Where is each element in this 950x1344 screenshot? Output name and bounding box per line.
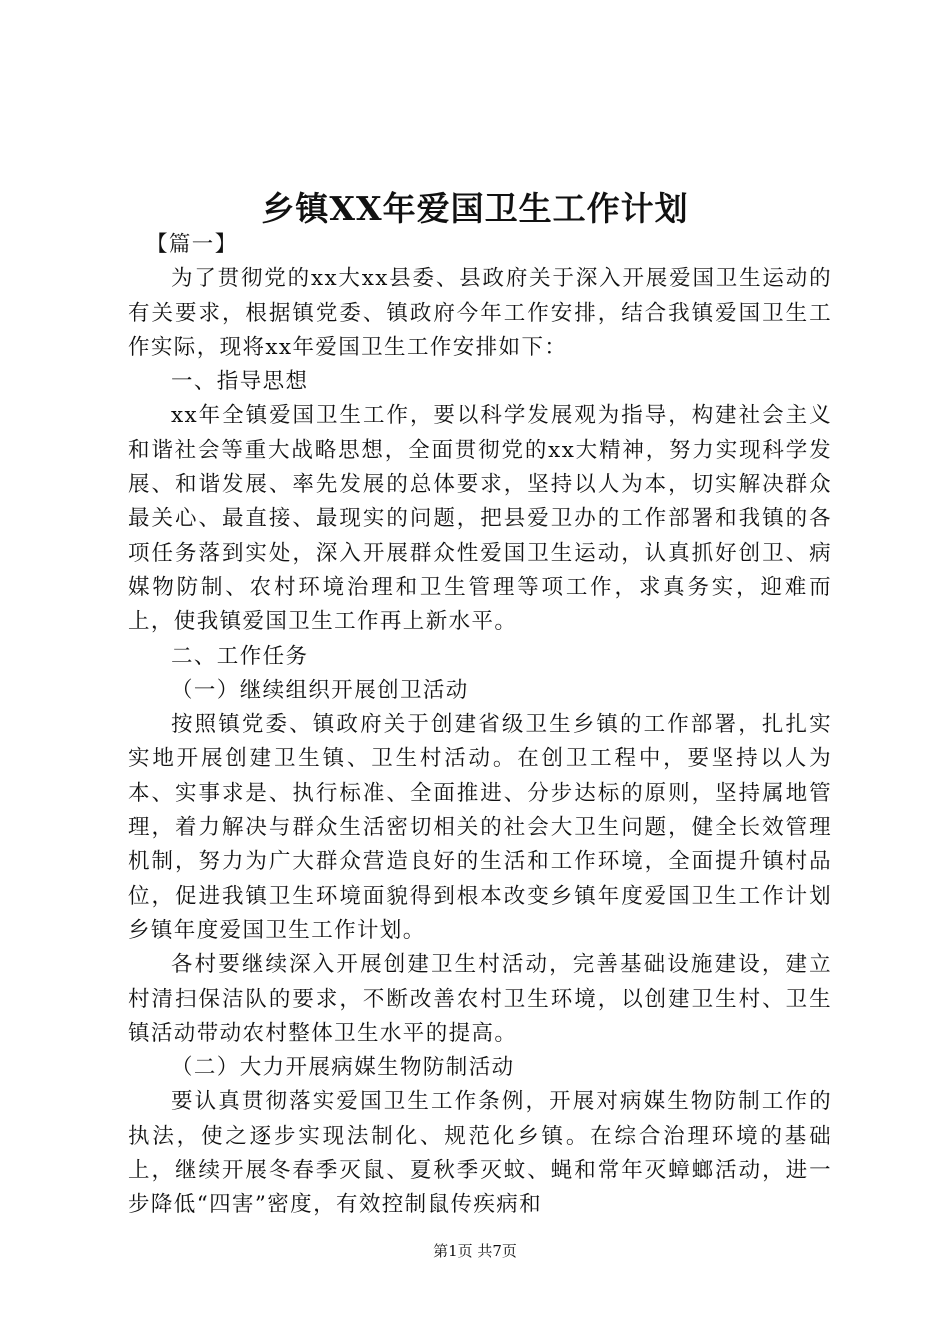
task-two-paragraph: 要认真贯彻落实爱国卫生工作条例，开展对病媒生物防制工作的执法，使之逐步实现法制化、规范化乡镇。在综合治理环境的基础上，继续开展冬春季灭鼠、夏秋季灭蚊、蝇和常年灭蟑螂活动，进一步降低“四害”密度，有效控制鼠传疾病和 <box>128 1089 832 1218</box>
page-footer: 第1页 共7页 <box>433 1242 517 1260</box>
document-body <box>128 228 832 1223</box>
heading-guiding-ideology: 一、指导思想 <box>171 369 309 395</box>
guiding-ideology-paragraph: xx年全镇爱国卫生工作，要以科学发展观为指导，构建社会主义和谐社会等重大战略思想，全面贯彻党的xx大精神，努力实现科学发展、和谐发展、率先发展的总体要求，坚持以人为本，切实解决群众最关心、最直接、最现实的问题，把县爱卫办的工作部署和我镇的各项任务落到实处，深入开展群众性爱国卫生运动，认真抓好创卫、病媒物防制、农村环境治理和卫生管理等项工作，求真务实，迎难而上，使我镇爱国卫生工作再上新水平。 <box>128 403 832 635</box>
section-label: 【篇一】 <box>146 232 238 257</box>
subheading-task-two: （二）大力开展病媒生物防制活动 <box>171 1055 515 1081</box>
intro-paragraph: 为了贯彻党的xx大xx县委、县政府关于深入开展爱国卫生运动的有关要求，根据镇党委、镇政府今年工作安排，结合我镇爱国卫生工作实际，现将xx年爱国卫生工作安排如下： <box>128 266 832 360</box>
heading-work-tasks: 二、工作任务 <box>171 643 309 669</box>
task-one-paragraph: 按照镇党委、镇政府关于创建省级卫生乡镇的工作部署，扎扎实实地开展创建卫生镇、卫生村活动。在创卫工程中，要坚持以人为本、实事求是、执行标准、全面推进、分步达标的原则，坚持属地管理，着力解决与群众生活密切相关的社会大卫生问题，健全长效管理机制，努力为广大群众营造良好的生活和工作环境，全面提升镇村品位，促进我镇卫生环境面貌得到根本改变乡镇年度爱国卫生工作计划乡镇年度爱国卫生工作计划。 <box>128 712 832 943</box>
task-one-villages-paragraph: 各村要继续深入开展创建卫生村活动，完善基础设施建设，建立村清扫保洁队的要求，不断改善农村卫生环境，以创建卫生村、卫生镇活动带动农村整体卫生水平的提高。 <box>128 952 832 1046</box>
document-title: 乡镇XX年爱国卫生工作计划 <box>261 189 689 228</box>
subheading-task-one: （一）继续组织开展创卫活动 <box>171 677 469 703</box>
